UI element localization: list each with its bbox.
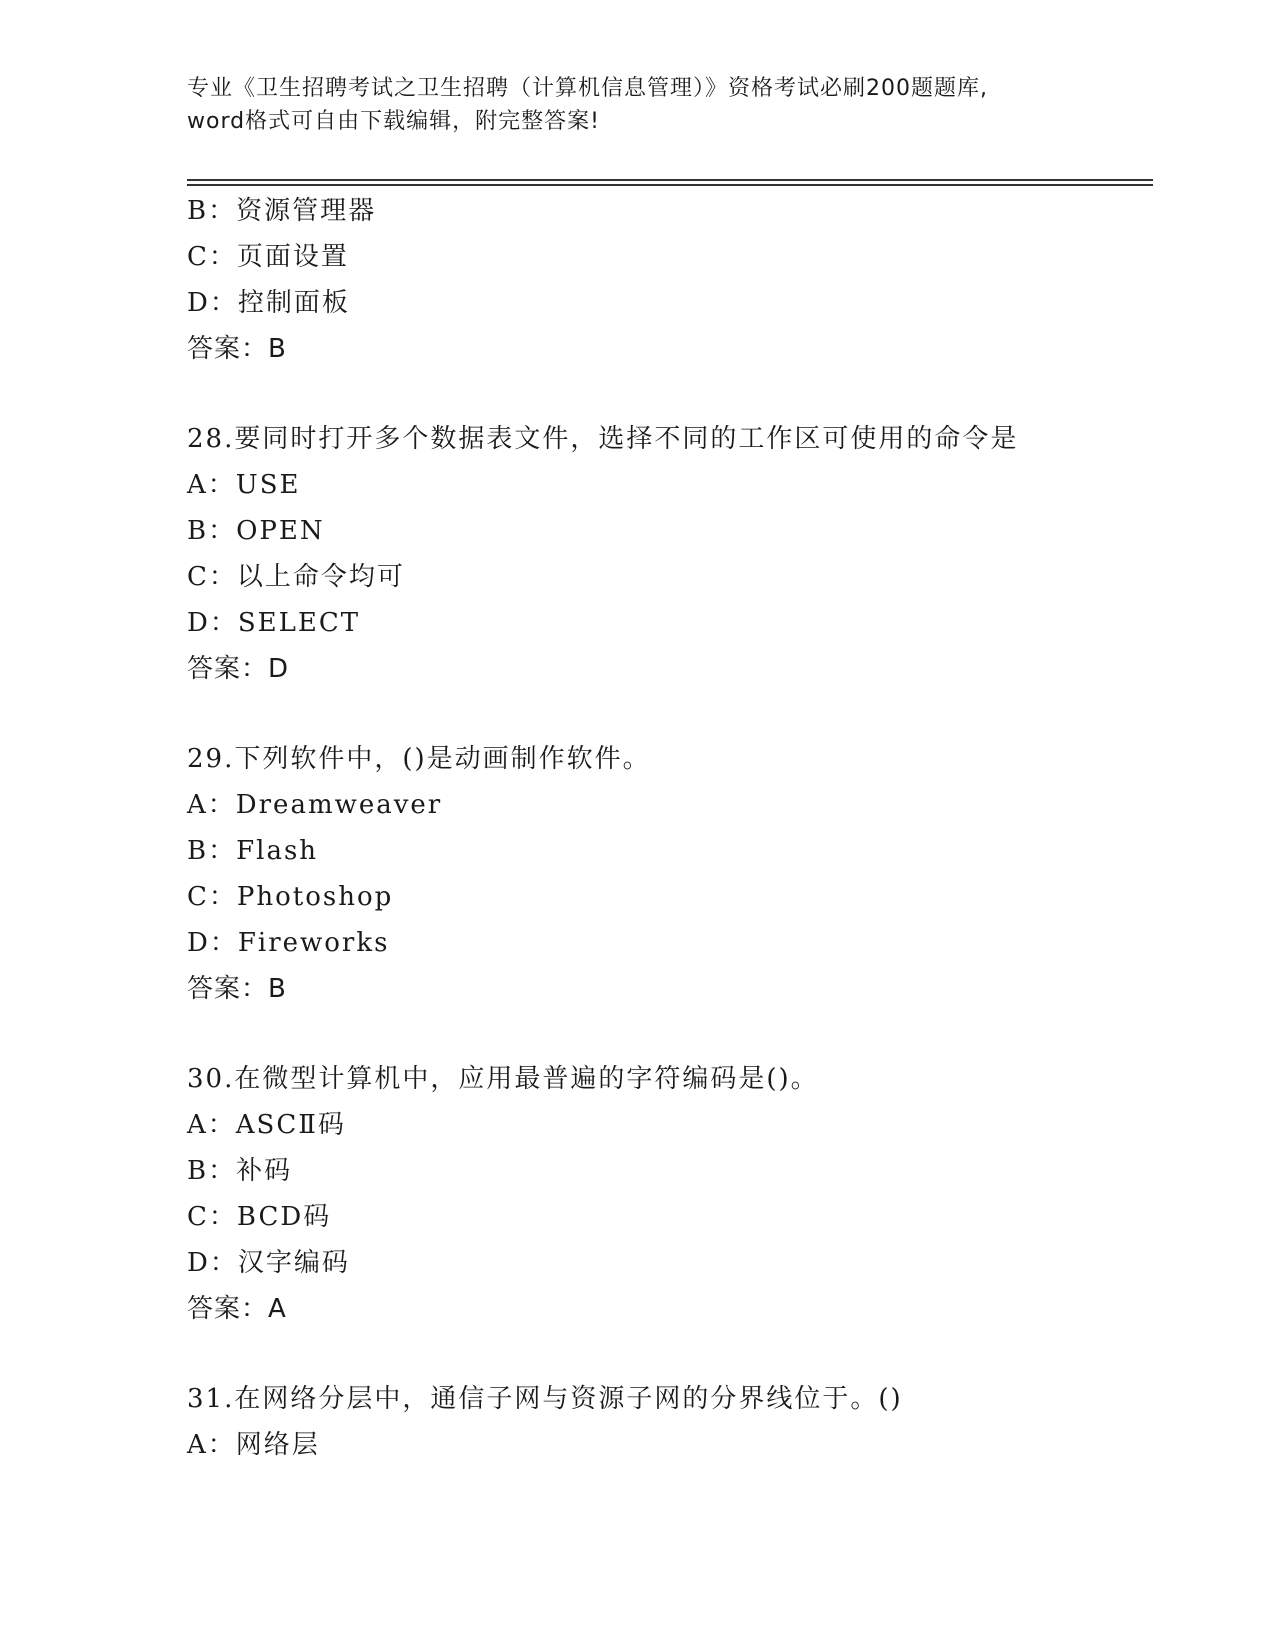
question-text: 30.在微型计算机中，应用最普遍的字符编码是()。 <box>187 1064 819 1094</box>
answer-line: 答案：A <box>187 1294 287 1324</box>
header-divider-bottom <box>187 184 1153 186</box>
option-c: C：BCD码 <box>187 1202 332 1232</box>
option-d: D：控制面板 <box>187 288 350 318</box>
option-c: C：以上命令均可 <box>187 562 405 592</box>
option-a: A：Dreamweaver <box>187 790 443 820</box>
option-c: C：页面设置 <box>187 242 349 272</box>
option-b: B：Flash <box>187 836 319 866</box>
answer-line: 答案：B <box>187 334 287 364</box>
option-a: A：ASCⅡ码 <box>187 1110 346 1140</box>
document-header <box>187 72 1127 138</box>
option-d: D：SELECT <box>187 608 361 638</box>
question-list <box>187 188 1167 1468</box>
option-b: B：补码 <box>187 1156 293 1186</box>
header-divider-top <box>187 179 1153 181</box>
header-title-line-1: 专业《卫生招聘考试之卫生招聘（计算机信息管理）》资格考试必刷200题题库, <box>187 76 988 101</box>
option-b: B：资源管理器 <box>187 196 377 226</box>
answer-line: 答案：D <box>187 654 290 684</box>
option-d: D：Fireworks <box>187 928 390 958</box>
option-a: A：网络层 <box>187 1430 320 1460</box>
option-d: D：汉字编码 <box>187 1248 350 1278</box>
option-a: A：USE <box>187 470 301 500</box>
header-title-line-2: word格式可自由下载编辑，附完整答案! <box>187 109 600 134</box>
option-b: B：OPEN <box>187 516 325 546</box>
question-text: 31.在网络分层中，通信子网与资源子网的分界线位于。() <box>187 1384 903 1414</box>
option-c: C：Photoshop <box>187 882 394 912</box>
answer-line: 答案：B <box>187 974 287 1004</box>
question-text: 29.下列软件中，()是动画制作软件。 <box>187 744 651 774</box>
question-text: 28.要同时打开多个数据表文件，选择不同的工作区可使用的命令是 <box>187 424 1019 454</box>
